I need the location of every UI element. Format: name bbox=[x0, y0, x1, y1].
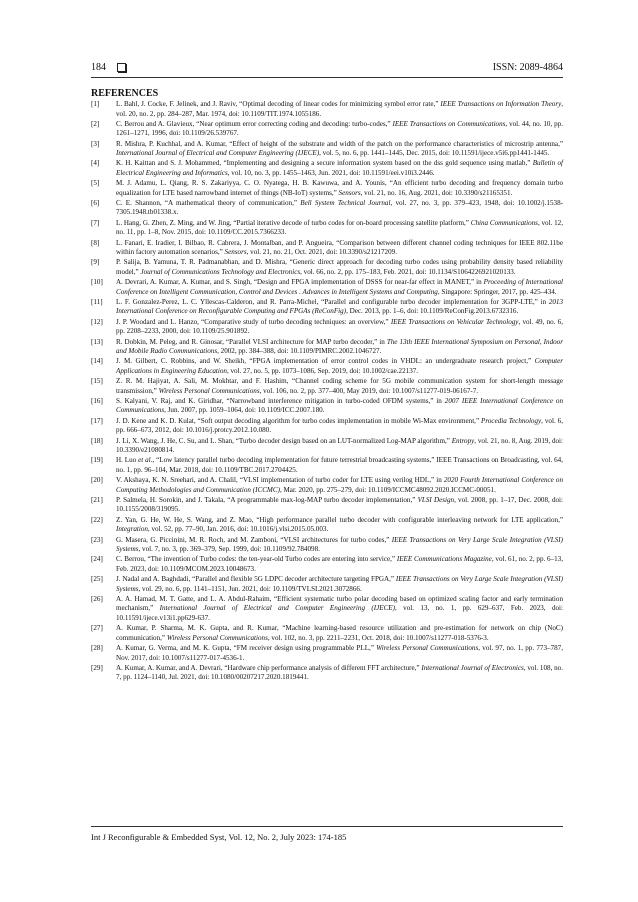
reference-venue: 2013 International Conference on Reconfigurable Computing and FPGAs (ReConFig) bbox=[116, 297, 563, 316]
reference-authors-title: A. Devrari, A. Kumar, A. Kumar, and S. Singh, “Design and FPGA implementation of DSSS for near-far effect in MANET,” in bbox=[116, 278, 484, 287]
reference-authors-title: V. Akshaya, K. N. Sreehari, and A. Chalil, “VLSI implementation of turbo coder for LTE using verilog HDL,” in bbox=[116, 476, 444, 485]
reference-item bbox=[91, 437, 563, 456]
reference-details: , Dec. 2013, pp. 1–6, doi: 10.1109/ReConFig.2013.6732316. bbox=[346, 307, 519, 316]
reference-item bbox=[91, 496, 563, 515]
reference-text bbox=[116, 664, 563, 683]
reference-authors-title: R. Dobkin, M. Peleg, and R. Ginosar, “Parallel VLSI architecture for MAP turbo decoder,” in bbox=[116, 337, 387, 346]
reference-venue: 2020 Fourth International Conference on Computing Methodologies and Communication (ICCMC) bbox=[116, 476, 563, 494]
reference-item bbox=[91, 575, 563, 594]
reference-authors-title: C. Berrou, “The invention of Turbo codes: the ten-year-old Turbo codes are entering into service,” bbox=[116, 555, 397, 564]
reference-text bbox=[116, 624, 563, 643]
reference-authors-title: L. F. Gonzalez-Perez, L. C. Yllescas-Calderon, and R. Parra-Michel, “Parallel and configurable turbo decoder implementation for 3GPP-LTE,” in bbox=[116, 297, 549, 306]
reference-details: , vol. 44, no. 10, pp. 1261–1271, 1996, doi: 10.1109/26.539767. bbox=[116, 119, 563, 138]
reference-details: , vol. 21, no. 8, Aug. 2019, doi: 10.3390/e21080814. bbox=[116, 436, 564, 455]
reference-item bbox=[91, 298, 563, 317]
reference-venue: IEEE Transactions on Information Theory bbox=[440, 100, 562, 108]
reference-authors-title: H. Luo bbox=[116, 456, 139, 465]
reference-text bbox=[116, 555, 563, 574]
reference-details: , vol. 7, no. 3, pp. 369–379, Sep. 1999, doi: 10.1109/92.784098. bbox=[138, 545, 320, 554]
reference-number: [11] bbox=[91, 297, 103, 306]
reference-venue: et al. bbox=[138, 456, 153, 465]
reference-venue: Sensors bbox=[224, 248, 247, 257]
reference-text bbox=[116, 456, 563, 475]
reference-item bbox=[91, 516, 563, 535]
reference-details: , vol. 106, no. 2, pp. 377–400, May 2019, doi: 10.1007/s11277-019-06167-7. bbox=[259, 386, 479, 395]
reference-item bbox=[91, 456, 563, 475]
reference-number: [18] bbox=[91, 436, 103, 445]
reference-venue: IEEE Communications Magazine bbox=[396, 555, 492, 564]
reference-number: [23] bbox=[91, 535, 103, 544]
reference-number: [10] bbox=[91, 278, 103, 287]
reference-details: , Mar. 2020, pp. 275–279, doi: 10.1109/ICCMC48092.2020.ICCMC-00051. bbox=[279, 485, 496, 494]
reference-details: , vol. 108, no. 7, pp. 1124–1140, Jul. 2021, doi: 10.1080/00207217.2020.1819441. bbox=[116, 663, 563, 682]
header-rule bbox=[91, 77, 563, 78]
reference-venue: VLSI Design bbox=[417, 495, 455, 504]
reference-venue: China Communications bbox=[470, 218, 538, 227]
reference-number: [14] bbox=[91, 357, 103, 366]
reference-item bbox=[91, 100, 563, 119]
reference-number: [22] bbox=[91, 515, 103, 524]
reference-item bbox=[91, 595, 563, 624]
reference-item bbox=[91, 159, 563, 178]
reference-text bbox=[116, 100, 563, 119]
reference-venue: Wireless Personal Communications bbox=[376, 644, 479, 653]
reference-item bbox=[91, 377, 563, 396]
reference-details: , vol. 20, no. 2, pp. 284–287, Mar. 1974, doi: 10.1109/TIT.1974.1055186. bbox=[116, 100, 564, 118]
reference-authors-title: K. H. Kaittan and S. J. Mohammed, “Implementing and designing a secure information system based on the dss gold sequence using matlab,” bbox=[116, 159, 533, 168]
reference-number: [21] bbox=[91, 495, 103, 504]
reference-number: [27] bbox=[91, 624, 103, 633]
reference-text bbox=[116, 437, 563, 456]
reference-details: , vol. 97, no. 1, pp. 773–787, Nov. 2017, doi: 10.1007/s11277-017-4536-1. bbox=[116, 644, 563, 662]
reference-text bbox=[116, 219, 563, 238]
reference-authors-title: P. Salija, B. Yamuna, T. R. Padmanabhan, and D. Mishra, “Generic direct approach for decoding turbo codes using probability density based reliability model,” bbox=[116, 258, 563, 276]
reference-item bbox=[91, 239, 563, 258]
reference-item bbox=[91, 219, 563, 238]
reference-details: , vol. 13, no. 1, pp. 629–637, Feb. 2023, doi: 10.11591/ijece.v13i1.pp629-637. bbox=[116, 604, 563, 622]
reference-text bbox=[116, 120, 563, 139]
reference-text bbox=[116, 140, 563, 159]
reference-number: [19] bbox=[91, 456, 103, 465]
page-header bbox=[91, 59, 563, 75]
reference-authors-title: J. D. Kene and K. D. Kulat, “Soft output decoding algorithm for turbo codes implementation in mobile Wi-Max environment,” bbox=[116, 416, 482, 425]
checkbox-square-icon bbox=[117, 63, 126, 72]
reference-venue: IEEE Transactions on Communications bbox=[392, 119, 506, 128]
reference-text bbox=[116, 298, 563, 317]
reference-number: [15] bbox=[91, 377, 103, 386]
reference-number: [13] bbox=[91, 337, 103, 346]
reference-details: , Singapore: Springer, 2017, pp. 425–434. bbox=[437, 287, 557, 296]
reference-number: [26] bbox=[91, 594, 103, 603]
reference-venue: Bulletin of Electrical Engineering and Informatics bbox=[116, 159, 563, 177]
reference-number: [4] bbox=[91, 159, 100, 168]
reference-details: , vol. 10, no. 3, pp. 1455–1463, Jun. 2021, doi: 10.11591/eei.v10i3.2446. bbox=[227, 168, 435, 177]
reference-authors-title: M. J. Adamu, L. Qiang, R. S. Zakariyya, C. O. Nyatega, H. B. Kawuwa, and A. Younis, “An efficient turbo decoding and frequency domain turbo equalization for LTE based narrowband internet of things (NB-IoT) systems,” bbox=[116, 179, 563, 197]
reference-authors-title: J. P. Woodard and L. Hanzo, “Comparative study of turbo decoding techniques: an overview,” bbox=[116, 317, 391, 326]
footer-rule bbox=[91, 826, 563, 827]
reference-text bbox=[116, 644, 563, 663]
reference-venue: IEEE Transactions on Very Large Scale Integration (VLSI) Systems bbox=[116, 535, 564, 554]
reference-details: , vol. 2008, pp. 1–17, Dec. 2008, doi: 10.1155/2008/319095. bbox=[116, 495, 563, 514]
reference-venue: The 13th IEEE International Symposium on Personal, Indoor and Mobile Radio Communications bbox=[116, 337, 563, 356]
reference-venue: 2007 IEEE International Conference on Communications bbox=[116, 396, 563, 415]
reference-authors-title: Z. Yan, G. He, W. He, S. Wang, and Z. Mao, “High performance parallel turbo decoder with configurable interleaving network for LTE application,” bbox=[116, 515, 563, 524]
reference-details: , vol. 66, no. 2, pp. 175–183, Feb. 2021, doi: 10.1134/S1064226921020133. bbox=[300, 267, 516, 276]
reference-number: [9] bbox=[91, 258, 100, 267]
reference-item bbox=[91, 179, 563, 198]
reference-authors-title: J. M. Gilbert, C. Robbins, and W. Sheikh, “FPGA implementation of error control codes in VHDL: an undergraduate research project,” bbox=[116, 357, 535, 366]
reference-text bbox=[116, 377, 563, 396]
reference-details: , vol. 21, no. 21, Oct. 2021, doi: 10.3390/s21217209. bbox=[246, 248, 397, 257]
reference-venue: Integration bbox=[116, 525, 148, 534]
reference-number: [3] bbox=[91, 139, 100, 148]
reference-item bbox=[91, 417, 563, 436]
reference-item bbox=[91, 664, 563, 683]
reference-number: [2] bbox=[91, 119, 100, 128]
reference-details: , “Low latency parallel turbo decoding implementation for future terrestrial broadcasting systems,” IEEE Transactions on Broadcasting, vol. 64, no. 1, pp. 96–104, Mar. 2018, doi: 10.1109/TBC.2017.2704425. bbox=[116, 456, 563, 474]
reference-authors-title: C. E. Shannon, “A mathematical theory of communication,” bbox=[116, 198, 301, 207]
reference-venue: IEEE Transactions on Vehicular Technology bbox=[390, 317, 519, 326]
reference-item bbox=[91, 555, 563, 574]
reference-number: [8] bbox=[91, 238, 100, 247]
reference-number: [7] bbox=[91, 218, 100, 227]
reference-item bbox=[91, 644, 563, 663]
reference-text bbox=[116, 397, 563, 416]
reference-item bbox=[91, 318, 563, 337]
reference-authors-title: Z. R. M. Hajiyat, A. Sali, M. Mokhtar, and F. Hashim, “Channel coding scheme for 5G mobile communication system for short-length message transmission,” bbox=[116, 377, 563, 395]
reference-authors-title: L. Hang, G. Zhen, Z. Ming, and W. Jing, “Partial iterative decode of turbo codes for on-board processing satellite platform,” bbox=[116, 218, 471, 227]
reference-details: , vol. 49, no. 6, pp. 2208–2233, 2000, doi: 10.1109/25.901892. bbox=[116, 317, 564, 336]
issn-label: ISSN: 2089-4864 bbox=[492, 61, 563, 73]
reference-number: [17] bbox=[91, 416, 103, 425]
reference-item bbox=[91, 624, 563, 643]
reference-number: [12] bbox=[91, 317, 103, 326]
reference-text bbox=[116, 516, 563, 535]
reference-number: [6] bbox=[91, 198, 100, 207]
reference-item bbox=[91, 357, 563, 376]
section-title: REFERENCES bbox=[91, 88, 159, 99]
reference-venue: Procedia Technology bbox=[481, 416, 542, 425]
reference-number: [29] bbox=[91, 663, 103, 672]
reference-item bbox=[91, 140, 563, 159]
reference-item bbox=[91, 278, 563, 297]
reference-venue: International Journal of Electrical and Computer Engineering (IJECE) bbox=[116, 149, 320, 158]
reference-venue: Journal of Communications Technology and Electronics bbox=[140, 267, 301, 276]
reference-venue: Wireless Personal Communications bbox=[158, 386, 260, 395]
reference-text bbox=[116, 575, 563, 594]
reference-details: , vol. 5, no. 6, pp. 1441–1445, Dec. 2015, doi: 10.11591/ijece.v5i6.pp1441-1445. bbox=[319, 149, 550, 158]
reference-number: [5] bbox=[91, 179, 100, 188]
reference-text bbox=[116, 496, 563, 515]
reference-authors-title: L. Bahl, J. Cocke, F. Jelinek, and J. Raviv, “Optimal decoding of linear codes for minimizing symbol error rate,” bbox=[116, 100, 441, 108]
reference-details: , vol. 52, pp. 77–90, Jan. 2016, doi: 10.1016/j.vlsi.2015.05.003. bbox=[147, 525, 329, 534]
reference-authors-title: P. Salmela, H. Sorokin, and J. Takala, “A programmable max-log-MAP turbo decoder implementation,” bbox=[116, 495, 418, 504]
reference-venue: International Journal of Electrical and Computer Engineering (IJECE) bbox=[159, 604, 396, 613]
reference-text bbox=[116, 357, 563, 376]
reference-details: , Jun. 2007, pp. 1059–1064, doi: 10.1109/ICC.2007.180. bbox=[164, 406, 325, 415]
reference-venue: IEEE Transactions on Very Large Scale Integration (VLSI) Systems bbox=[116, 575, 563, 593]
reference-text bbox=[116, 595, 563, 624]
reference-item bbox=[91, 476, 563, 495]
reference-text bbox=[116, 318, 563, 337]
reference-text bbox=[116, 338, 563, 357]
reference-text bbox=[116, 159, 563, 178]
reference-details: , 2002, pp. 384–388, doi: 10.1109/PIMRC.2002.1046727. bbox=[217, 347, 382, 356]
reference-authors-title: G. Masera, G. Piccinini, M. R. Roch, and M. Zamboni, “VLSI architectures for turbo codes,” bbox=[116, 535, 392, 544]
reference-text bbox=[116, 278, 563, 297]
reference-number: [28] bbox=[91, 644, 103, 653]
reference-venue: International Journal of Electronics bbox=[421, 663, 524, 672]
reference-details: , vol. 6, pp. 666–673, 2012, doi: 10.1016/j.protcy.2012.10.080. bbox=[116, 416, 563, 435]
reference-authors-title: L. Fanari, E. Iradier, I. Bilbao, R. Cabrera, J. Montalban, and P. Angueira, “Comparison between different channel coding techniques for IEEE 802.11be within factory automation scenarios,” bbox=[116, 238, 563, 257]
reference-venue: Computer Applications in Engineering Education bbox=[116, 357, 563, 375]
reference-venue: Wireless Personal Communications bbox=[166, 633, 268, 642]
reference-details: , vol. 102, no. 3, pp. 2211–2231, Oct. 2018, doi: 10.1007/s11277-018-5376-3. bbox=[267, 633, 489, 642]
reference-details: , vol. 27, no. 3, pp. 379–423, 1948, doi: 10.1002/j.1538-7305.1948.tb01338.x. bbox=[116, 198, 563, 217]
reference-venue: Proceeding of International Conference on Intelligent Communication, Control and Devices . Advances in Intelligent Systems and Computing bbox=[116, 278, 564, 296]
reference-details: , vol. 21, no. 16, Aug. 2021, doi: 10.3390/s21165351. bbox=[360, 188, 513, 197]
reference-details: , vol. 12, no. 11, pp. 1–8, Nov. 2015, doi: 10.1109/CC.2015.7366233. bbox=[116, 218, 563, 237]
reference-details: , vol. 27, no. 5, pp. 1073–1086, Sep. 2019, doi: 10.1002/cae.22137. bbox=[226, 366, 419, 375]
reference-authors-title: J. Li, X. Wang, J. He, C. Su, and L. Shan, “Turbo decoder design based on an LUT-normalized Log-MAP algorithm,” bbox=[116, 436, 452, 445]
reference-details: , vol. 29, no. 6, pp. 1141–1151, Jun. 2021, doi: 10.1109/TVLSI.2021.3072866. bbox=[138, 584, 362, 593]
reference-number: [24] bbox=[91, 555, 103, 564]
reference-item bbox=[91, 397, 563, 416]
reference-item bbox=[91, 536, 563, 555]
reference-venue: Sensors bbox=[338, 188, 361, 197]
reference-item bbox=[91, 199, 563, 218]
reference-venue: Entropy bbox=[451, 436, 475, 445]
reference-number: [20] bbox=[91, 476, 103, 485]
reference-authors-title: A. A. Hamad, M. T. Gatte, and L. A. Abdul-Rahaim, “Efficient systematic turbo polar decoding based on optimized scaling factor and early termination mechanism,” bbox=[116, 594, 563, 613]
reference-authors-title: A. Kumar, G. Verma, and M. K. Gupta, “FM receiver design using programmable PLL,” bbox=[116, 644, 377, 653]
reference-text bbox=[116, 417, 563, 436]
reference-item bbox=[91, 338, 563, 357]
reference-number: [25] bbox=[91, 575, 103, 584]
reference-item bbox=[91, 258, 563, 277]
journal-footer: Int J Reconfigurable & Embedded Syst, Vol. 12, No. 2, July 2023: 174-185 bbox=[91, 832, 347, 842]
reference-text bbox=[116, 258, 563, 277]
reference-text bbox=[116, 199, 563, 218]
reference-number: [16] bbox=[91, 396, 103, 405]
reference-authors-title: R. Mishra, P. Kuchhal, and A. Kumar, “Effect of height of the substrate and width of the patch on the performance characteristics of microstrip antenna,” bbox=[116, 139, 563, 148]
reference-list bbox=[91, 100, 563, 684]
reference-text bbox=[116, 179, 563, 198]
reference-text bbox=[116, 239, 563, 258]
reference-authors-title: J. Nadal and A. Baghdadi, “Parallel and flexible 5G LDPC decoder architecture targeting FPGA,” bbox=[116, 575, 396, 584]
reference-number: [1] bbox=[91, 100, 100, 108]
reference-authors-title: A. Kumar, P. Sharma, M. K. Gupta, and R. Kumar, “Machine learning-based resource utilization and pre-estimation for network on chip (NoC) communication,” bbox=[116, 624, 563, 642]
reference-text bbox=[116, 476, 563, 495]
reference-authors-title: S. Kalyani, V. Raj, and K. Giridhar, “Narrowband interference mitigation in turbo-coded OFDM systems,” in bbox=[116, 396, 445, 405]
reference-text bbox=[116, 536, 563, 555]
reference-authors-title: C. Berrou and A. Glavieux, “Near optimum error correcting coding and decoding: turbo-codes,” bbox=[116, 119, 393, 128]
reference-item bbox=[91, 120, 563, 139]
reference-venue: Bell System Technical Journal bbox=[300, 198, 391, 207]
page-number: 184 bbox=[91, 61, 106, 73]
reference-authors-title: A. Kumar, A. Kumar, and A. Devrari, “Hardware chip performance analysis of different FFT architecture,” bbox=[116, 663, 422, 672]
reference-details: , vol. 61, no. 2, pp. 6–13, Feb. 2023, doi: 10.1109/MCOM.2023.10048673. bbox=[116, 555, 564, 573]
